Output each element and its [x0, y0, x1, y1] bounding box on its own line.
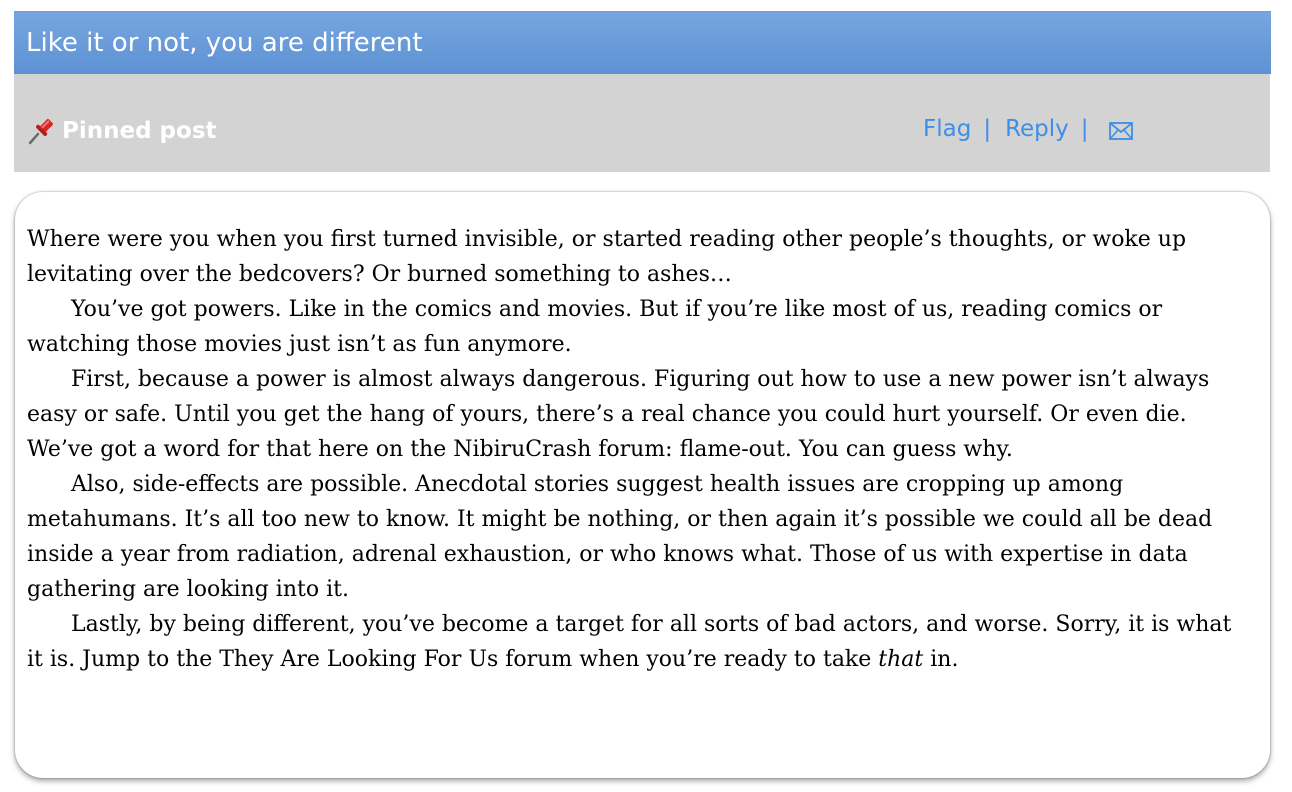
separator: |	[1080, 116, 1089, 142]
post-body-card	[15, 192, 1270, 778]
envelope-icon[interactable]	[1109, 120, 1133, 138]
post-paragraph: You’ve got powers. Like in the comics and movies. But if you’re like most of us, reading comics or watching those movies just isn’t as fun anymore.	[27, 297, 1163, 357]
post-paragraph: Where were you when you first turned invisible, or started reading other people’s thoughts, or woke up levitating over the bedcovers? Or burned something to ashes…	[27, 227, 1187, 287]
paragraph-text: in.	[923, 647, 959, 672]
flag-link[interactable]: Flag	[923, 116, 972, 142]
post-paragraph	[27, 607, 1254, 677]
post-body	[27, 222, 1254, 677]
post-paragraph: Also, side-effects are possible. Anecdotal stories suggest health issues are cropping up among metahumans. It’s all too new to know. It might be nothing, or then again it’s possible we could all be dead inside a year from radiation, adrenal exhaustion, or who knows what. Those of us with expertise in data gathering are looking into it.	[27, 472, 1213, 602]
pinned-label: Pinned post	[62, 118, 217, 144]
post-meta-bar	[14, 74, 1270, 172]
pinned-indicator	[26, 116, 217, 146]
paragraph-text: Lastly, by being different, you’ve become a target for all sorts of bad actors, and worse. Sorry, it is what it is. Jump to the They Are Looking For Us forum when you’re ready to take	[27, 612, 1232, 672]
emphasis-text: that	[878, 647, 924, 672]
post-title-bar	[14, 11, 1271, 74]
post-paragraph: First, because a power is almost always dangerous. Figuring out how to use a new power isn’t always easy or safe. Until you get the hang of yours, there’s a real chance you could hurt yourself. Or even die. We’ve got a word for that here on the NibiruCrash forum: flame-out. You can guess why.	[27, 367, 1210, 462]
separator: |	[983, 116, 992, 142]
pushpin-icon	[26, 116, 56, 146]
post-title: Like it or not, you are different	[26, 28, 423, 58]
post-actions	[923, 116, 1133, 142]
reply-link[interactable]: Reply	[1005, 116, 1069, 142]
